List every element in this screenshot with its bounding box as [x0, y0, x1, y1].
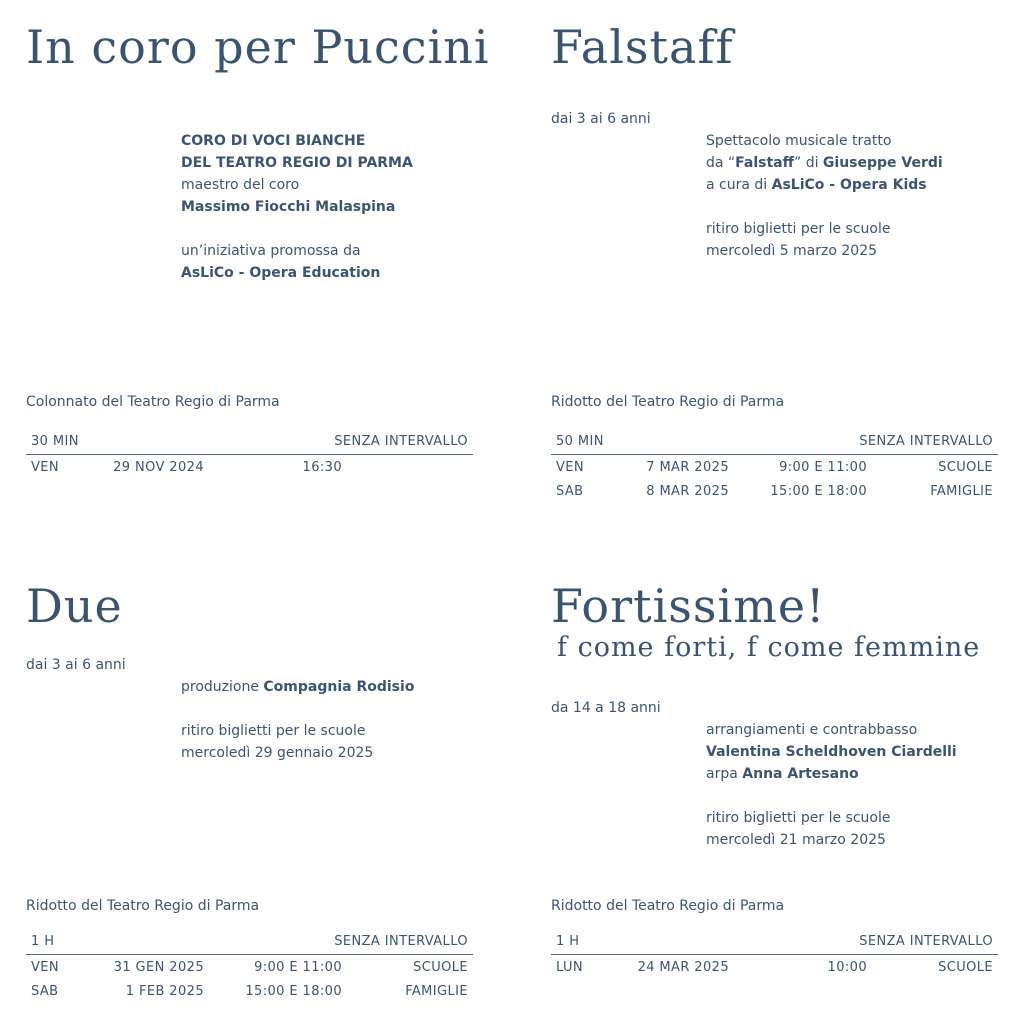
duration: 1 H	[31, 934, 55, 949]
credit-line: mercoledì 21 marzo 2025	[706, 832, 886, 848]
credit-line	[706, 763, 957, 785]
event-title: In coro per Puccini	[26, 20, 490, 74]
row-date: 1 FEB 2025	[125, 984, 204, 999]
row-day: VEN	[31, 460, 60, 475]
event-title: Fortissime!	[551, 579, 826, 633]
row-audience: FAMIGLIE	[405, 984, 468, 999]
credit-producer: AsLiCo - Opera Kids	[771, 177, 927, 193]
credit-line	[706, 152, 943, 174]
event-credits	[706, 719, 957, 851]
spacer	[181, 218, 413, 240]
intermission-note: SENZA INTERVALLO	[334, 934, 468, 949]
event-venue: Ridotto del Teatro Regio di Parma	[26, 898, 260, 914]
row-time: 15:00 E 18:00	[770, 484, 867, 499]
event-title: Falstaff	[551, 20, 734, 74]
row-date: 29 NOV 2024	[113, 460, 204, 475]
credit-company: Compagnia Rodisio	[263, 679, 415, 695]
schedule-row	[551, 455, 998, 479]
schedule-table	[26, 432, 473, 479]
credit-line: Valentina Scheldhoven Ciardelli	[706, 744, 957, 760]
duration: 1 H	[556, 934, 580, 949]
schedule-header	[26, 932, 473, 955]
row-day: LUN	[556, 960, 584, 975]
credit-line: ritiro biglietti per le scuole	[181, 723, 366, 739]
schedule-table	[26, 932, 473, 1003]
event-credits	[181, 676, 414, 764]
intermission-note: SENZA INTERVALLO	[859, 434, 993, 449]
credit-text: produzione	[181, 679, 264, 695]
event-subtitle: f come forti, f come femmine	[557, 632, 981, 663]
credit-line: Spettacolo musicale tratto	[706, 133, 892, 149]
spacer	[181, 698, 414, 720]
row-time: 16:30	[302, 460, 342, 475]
row-time: 10:00	[827, 960, 867, 975]
credit-text: da “	[706, 155, 736, 171]
credit-text: a cura di	[706, 177, 772, 193]
duration: 50 MIN	[556, 434, 604, 449]
row-audience: SCUOLE	[938, 960, 993, 975]
schedule-row	[26, 955, 473, 979]
credit-composer: Giuseppe Verdi	[822, 155, 943, 171]
event-credits	[181, 130, 413, 284]
row-time: 15:00 E 18:00	[245, 984, 342, 999]
spacer	[706, 196, 943, 218]
credit-line: mercoledì 5 marzo 2025	[706, 243, 878, 259]
intermission-note: SENZA INTERVALLO	[334, 434, 468, 449]
schedule-row	[26, 455, 473, 479]
event-venue: Colonnato del Teatro Regio di Parma	[26, 394, 280, 410]
age-range: dai 3 ai 6 anni	[551, 111, 651, 127]
row-date: 31 GEN 2025	[113, 960, 204, 975]
credit-line: mercoledì 29 gennaio 2025	[181, 745, 374, 761]
schedule-header	[551, 432, 998, 455]
credit-line: un’iniziativa promossa da	[181, 243, 361, 259]
row-date: 7 MAR 2025	[646, 460, 729, 475]
event-credits	[706, 130, 943, 262]
event-fortissime	[551, 505, 999, 1010]
row-day: VEN	[556, 460, 585, 475]
credit-line: maestro del coro	[181, 177, 300, 193]
schedule-table	[551, 932, 998, 979]
credit-line: DEL TEATRO REGIO DI PARMA	[181, 155, 413, 171]
row-audience: SCUOLE	[413, 960, 468, 975]
credit-opera: Falstaff	[735, 155, 794, 171]
row-day: SAB	[556, 484, 584, 499]
credit-artist: Anna Artesano	[742, 766, 859, 782]
row-time: 9:00 E 11:00	[254, 960, 342, 975]
credit-line: ritiro biglietti per le scuole	[706, 810, 891, 826]
credit-line: ritiro biglietti per le scuole	[706, 221, 891, 237]
event-venue: Ridotto del Teatro Regio di Parma	[551, 898, 785, 914]
row-date: 24 MAR 2025	[637, 960, 729, 975]
intermission-note: SENZA INTERVALLO	[859, 934, 993, 949]
age-range: dai 3 ai 6 anni	[26, 657, 126, 673]
spacer	[706, 785, 957, 807]
credit-line: AsLiCo - Opera Education	[181, 265, 381, 281]
schedule-table	[551, 432, 998, 503]
schedule-header	[551, 932, 998, 955]
row-day: VEN	[31, 960, 60, 975]
age-range: da 14 a 18 anni	[551, 700, 661, 716]
credit-text: arpa	[706, 766, 743, 782]
schedule-row	[551, 955, 998, 979]
credit-line: Massimo Fiocchi Malaspina	[181, 199, 396, 215]
row-time: 9:00 E 11:00	[779, 460, 867, 475]
credit-text: ” di	[793, 155, 823, 171]
schedule-row	[551, 479, 998, 503]
event-falstaff	[551, 0, 999, 505]
credit-line: arrangiamenti e contrabbasso	[706, 722, 918, 738]
row-day: SAB	[31, 984, 59, 999]
event-due	[26, 505, 474, 1010]
schedule-row	[26, 979, 473, 1003]
row-audience: FAMIGLIE	[930, 484, 993, 499]
duration: 30 MIN	[31, 434, 79, 449]
event-title: Due	[26, 579, 123, 633]
event-venue: Ridotto del Teatro Regio di Parma	[551, 394, 785, 410]
credit-line: CORO DI VOCI BIANCHE	[181, 133, 366, 149]
row-audience: SCUOLE	[938, 460, 993, 475]
credit-line	[181, 676, 414, 698]
event-in-coro-per-puccini	[26, 0, 490, 505]
row-date: 8 MAR 2025	[646, 484, 729, 499]
credit-line	[706, 174, 943, 196]
schedule-header	[26, 432, 473, 455]
